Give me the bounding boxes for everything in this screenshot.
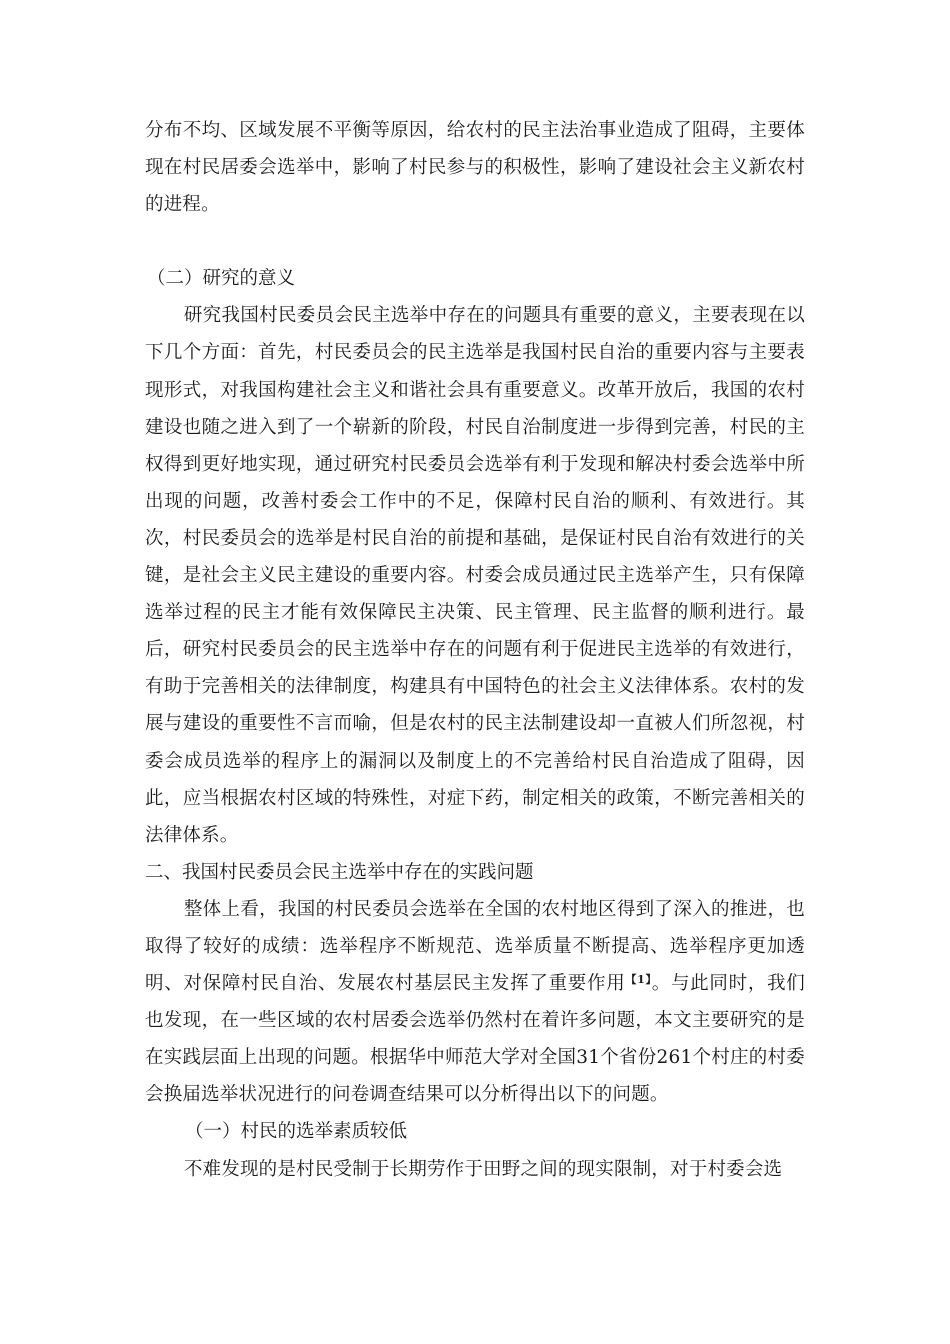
document-body xyxy=(145,112,805,1188)
intro-paragraph: 分布不均、区域发展不平衡等原因，给农村的民主法治事业造成了阻碍，主要体现在村民居委会选举中，影响了村民参与的积极性，影响了建设社会主义新农村的进程。 xyxy=(145,120,805,216)
practical-problems-text-1: 整体上看，我国的村民委员会选举在全国的农村地区得到了深入的推进，也取得了较好的成绩：选举程序不断规范、选举质量不断提高、选举程序更加透明、对保障村民自治、发展农村基层民主发挥了重要作用 xyxy=(145,898,805,995)
subsection-heading-voter-quality: （一）村民的选举素质较低 xyxy=(185,1121,408,1143)
practical-problems-text-2: 。与此同时，我们也发现，在一些区域的农村居委会选举仍然村在着许多问题，本文主要研究的是在实践层面上出现的问题。根据华中师范大学对全国31个省份261个村庄的村委会换届选举状况进行的问卷调查结果可以分析得出以下的问题。 xyxy=(145,973,805,1106)
section-heading-practical-problems: 二、我国村民委员会民主选举中存在的实践问题 xyxy=(145,861,534,883)
significance-paragraph: 研究我国村民委员会民主选举中存在的问题具有重要的意义，主要表现在以下几个方面：首先，村民委员会的民主选举是我国村民自治的重要内容与主要表现形式，对我国构建社会主义和谐社会具有重要意义。改革开放后，我国的农村建设也随之进入到了一个崭新的阶段，村民自治制度进一步得到完善，村民的主权得到更好地实现，通过研究村民委员会选举有利于发现和解决村委会选举中所出现的问题，改善村委会工作中的不足，保障村民自治的顺利、有效进行。其次，村民委员会的选举是村民自治的前提和基础，是保证村民自治有效进行的关键，是社会主义民主建设的重要内容。村委会成员通过民主选举产生，只有保障选举过程的民主才能有效保障民主决策、民主管理、民主监督的顺利进行。最后，研究村民委员会的民主选举中存在的问题有利于促进民主选举的有效进行，有助于完善相关的法律制度，构建具有中国特色的社会主义法律体系。农村的发展与建设的重要性不言而喻，但是农村的民主法制建设却一直被人们所忽视，村委会成员选举的程序上的漏洞以及制度上的不完善给村民自治造成了阻碍，因此，应当根据农村区域的特殊性，对症下药，制定相关的政策，不断完善相关的法律体系。 xyxy=(145,305,805,846)
practical-problems-paragraph xyxy=(145,891,805,1114)
section-heading-significance: （二）研究的意义 xyxy=(147,268,296,290)
voter-quality-paragraph: 不难发现的是村民受制于长期劳作于田野之间的现实限制，对于村委会选 xyxy=(183,1158,783,1180)
citation-marker: 【1】 xyxy=(625,973,652,987)
